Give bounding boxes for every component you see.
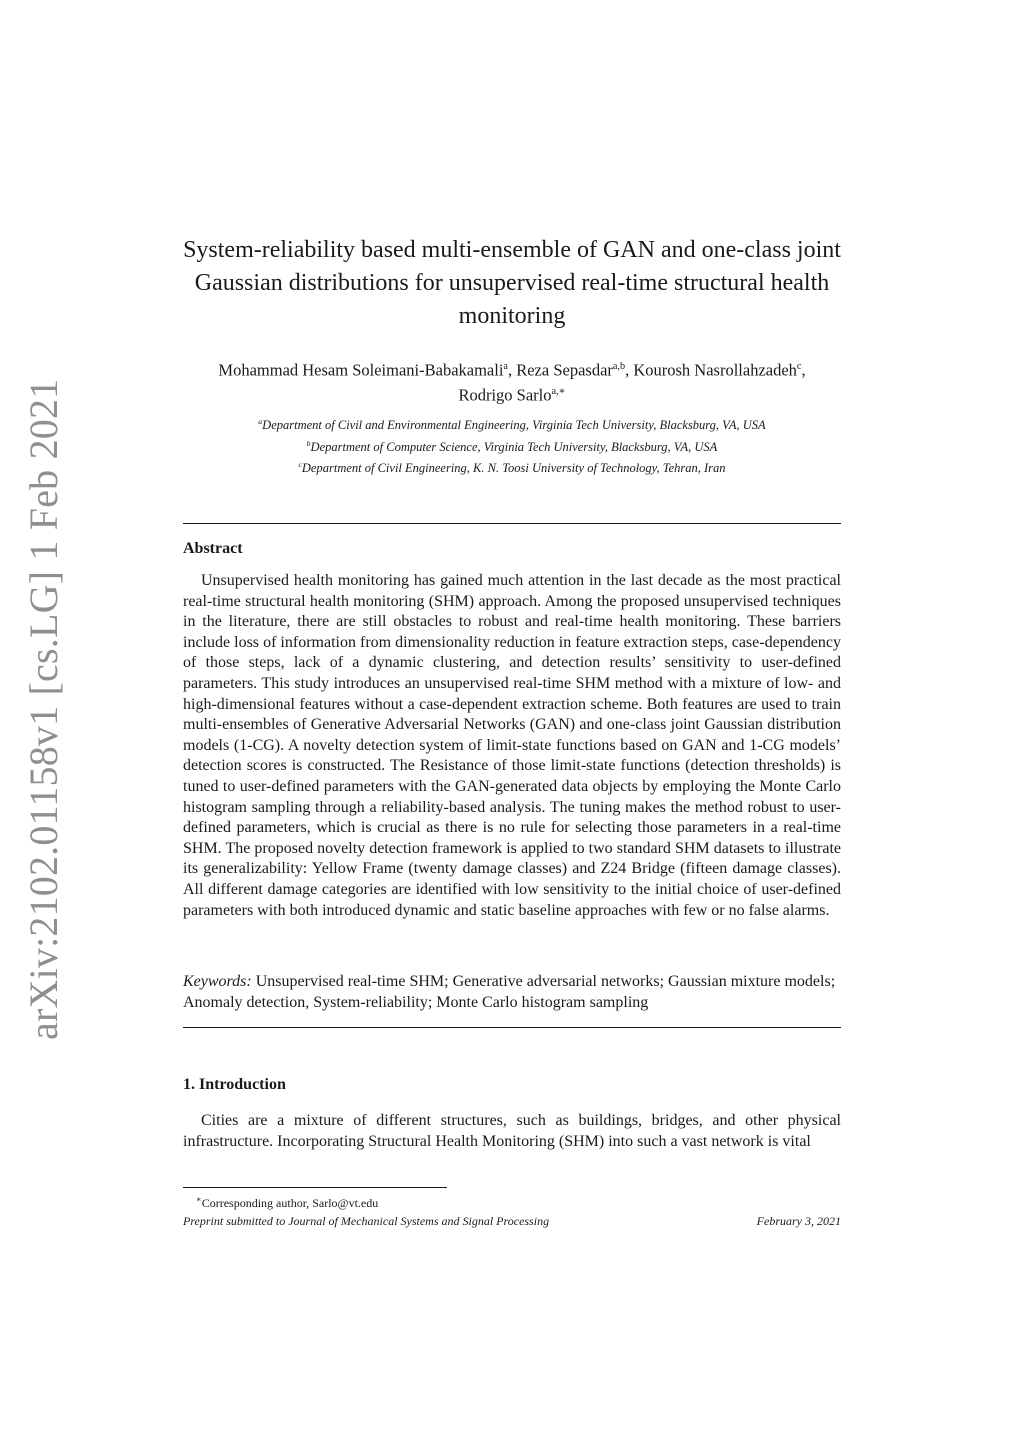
affiliation-text: Department of Civil and Environmental Engineering, Virginia Tech University, Blacksburg, VA, USA: [262, 418, 766, 433]
author-separator: ,: [801, 360, 806, 380]
affiliation-text: Department of Civil Engineering, K. N. Toosi University of Technology, Tehran, Iran: [301, 461, 726, 476]
introduction-text: Cities are a mixture of different structures, such as buildings, bridges, and other physical infrastructure. Incorporating Structural Health Monitoring (SHM) into such a vast network is vital: [183, 1112, 841, 1150]
author-affiliation-mark: c: [796, 361, 802, 372]
section-heading-introduction: 1. Introduction: [183, 1076, 286, 1093]
keywords-text: Unsupervised real-time SHM; Generative adversarial networks; Gaussian mixture models; Anomaly detection, System-reliability; Monte Carlo histogram sampling: [183, 973, 836, 1011]
author-separator: ,: [507, 360, 517, 380]
abstract-heading: Abstract: [183, 540, 243, 557]
author-name: Kourosh Nasrollahzadeh: [633, 360, 797, 380]
author-name: Reza Sepasdar: [516, 360, 613, 380]
author-list: [180, 356, 844, 405]
footnote: [196, 1192, 378, 1211]
submission-date: February 3, 2021: [756, 1214, 841, 1228]
footnote-text: Corresponding author, Sarlo@vt.edu: [201, 1196, 379, 1210]
affiliation-text: Department of Computer Science, Virginia Tech University, Blacksburg, VA, USA: [310, 439, 718, 454]
footnote-divider: [183, 1187, 447, 1188]
author-name: Mohammad Hesam Soleimani-Babakamali: [218, 360, 504, 380]
affiliation-mark: a: [258, 417, 263, 426]
author-affiliation-mark: a: [503, 361, 508, 372]
abstract-bottom-divider: [183, 1027, 841, 1028]
affiliation-item: [180, 413, 844, 435]
affiliation-mark: b: [306, 438, 311, 448]
arxiv-identifier-stamp: arXiv:2102.01158v1 [cs.LG] 1 Feb 2021: [21, 378, 66, 1040]
preprint-note: Preprint submitted to Journal of Mechanical Systems and Signal Processing: [183, 1214, 550, 1228]
author-name: Rodrigo Sarlo: [458, 385, 552, 404]
author-affiliation-mark: a,b: [612, 361, 626, 372]
author-affiliation-mark: a,∗: [551, 385, 566, 397]
abstract-text: Unsupervised health monitoring has gained much attention in the last decade as the most practical real-time structural health monitoring (SHM) approach. Among the proposed unsupervised techniques in the literature, there are still obstacles to robust and real-time health monitoring. These barriers include loss of information from dimensionality reduction in feature extraction steps, case-dependency of those steps, lack of a dynamic clustering, and detection results’ sensitivity to user-defined parameters. This study introduces an unsupervised real-time SHM method with a mixture of low- and high-dimensional features without a case-dependent extraction scheme. Both features are used to train multi-ensembles of Generative Adversarial Networks (GAN) and one-class joint Gaussian distribution models (1-CG). A novelty detection system of limit-state functions based on GAN and 1-CG models’ detection scores is constructed. The Resistance of those limit-state functions (detection thresholds) is tuned to user-defined parameters with the GAN-generated data objects by employing the Monte Carlo histogram sampling through a reliability-based analysis. The tuning makes the method robust to user-defined parameters, which is crucial as there is no rule for selecting those parameters in a real-time SHM. The proposed novelty detection framework is applied to two standard SHM datasets to illustrate its generalizability: Yellow Frame (twenty damage classes) and Z24 Bridge (fifteen damage classes). All different damage categories are identified with low sensitivity to the initial choice of user-defined parameters with both introduced dynamic and static baseline approaches with few or no false alarms.: [183, 572, 841, 919]
affiliation-item: [180, 456, 844, 478]
abstract-top-divider: [183, 523, 841, 524]
affiliation-list: [180, 413, 844, 478]
affiliation-mark: c: [298, 460, 302, 470]
keywords-label: Keywords:: [183, 973, 252, 990]
keywords: [183, 971, 841, 1013]
author-separator: ,: [625, 360, 634, 380]
footnote-mark: ∗: [196, 1195, 202, 1204]
affiliation-item: [180, 435, 844, 457]
paper-title: System-reliability based multi-ensemble of GAN and one-class joint Gaussian distributions for unsupervised real-time structural health monitoring: [183, 237, 841, 329]
